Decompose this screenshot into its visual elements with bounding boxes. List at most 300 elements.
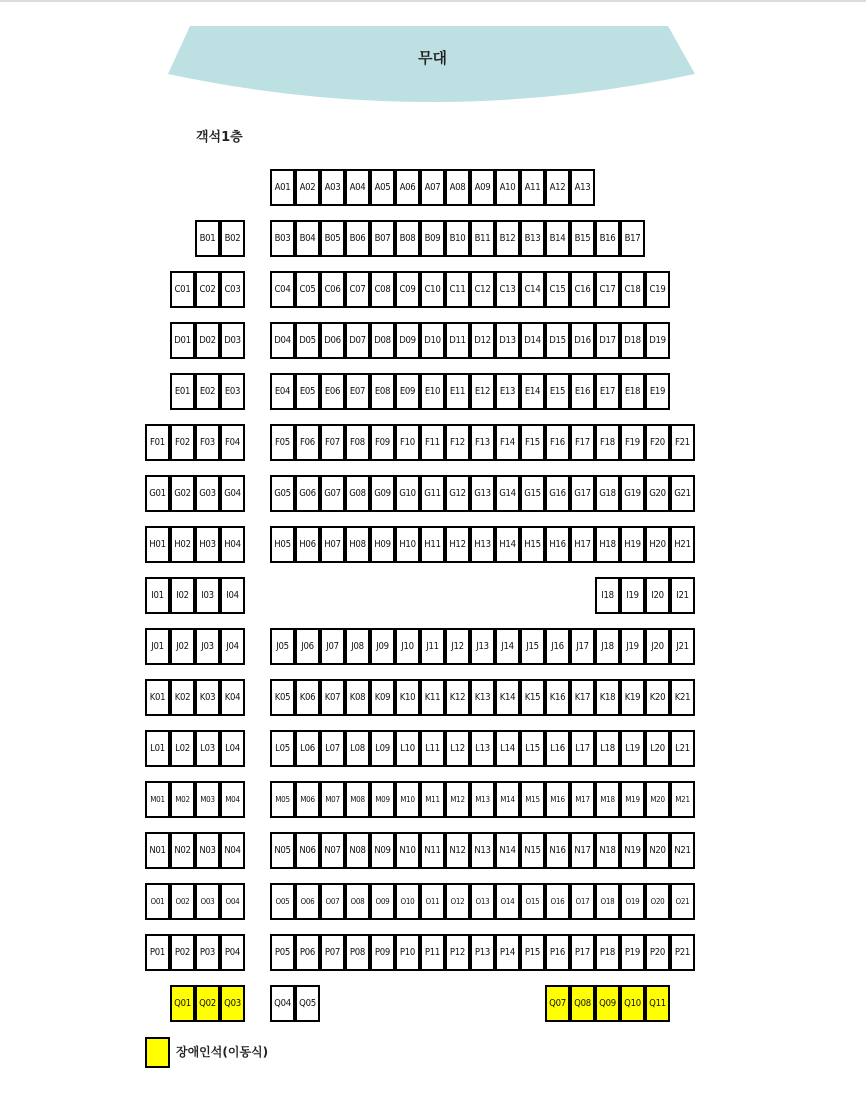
- seat-k21[interactable]: K21: [670, 679, 695, 716]
- seat-l13[interactable]: L13: [470, 730, 495, 767]
- seat-o17[interactable]: O17: [570, 883, 595, 920]
- seat-o04[interactable]: O04: [220, 883, 245, 920]
- seat-j21[interactable]: J21: [670, 628, 695, 665]
- seat-o12[interactable]: O12: [445, 883, 470, 920]
- seat-i20[interactable]: I20: [645, 577, 670, 614]
- seat-h05[interactable]: H05: [270, 526, 295, 563]
- seat-m17[interactable]: M17: [570, 781, 595, 818]
- seat-k16[interactable]: K16: [545, 679, 570, 716]
- seat-a09[interactable]: A09: [470, 169, 495, 206]
- seat-n15[interactable]: N15: [520, 832, 545, 869]
- seat-n04[interactable]: N04: [220, 832, 245, 869]
- seat-b09[interactable]: B09: [420, 220, 445, 257]
- seat-q09[interactable]: Q09: [595, 985, 620, 1022]
- seat-p16[interactable]: P16: [545, 934, 570, 971]
- seat-c12[interactable]: C12: [470, 271, 495, 308]
- seat-f02[interactable]: F02: [170, 424, 195, 461]
- seat-p15[interactable]: P15: [520, 934, 545, 971]
- seat-k08[interactable]: K08: [345, 679, 370, 716]
- seat-e15[interactable]: E15: [545, 373, 570, 410]
- seat-q03[interactable]: Q03: [220, 985, 245, 1022]
- seat-h13[interactable]: H13: [470, 526, 495, 563]
- seat-a03[interactable]: A03: [320, 169, 345, 206]
- seat-k14[interactable]: K14: [495, 679, 520, 716]
- seat-h06[interactable]: H06: [295, 526, 320, 563]
- seat-m14[interactable]: M14: [495, 781, 520, 818]
- seat-m01[interactable]: M01: [145, 781, 170, 818]
- seat-q04[interactable]: Q04: [270, 985, 295, 1022]
- seat-j02[interactable]: J02: [170, 628, 195, 665]
- seat-c03[interactable]: C03: [220, 271, 245, 308]
- seat-n11[interactable]: N11: [420, 832, 445, 869]
- seat-l03[interactable]: L03: [195, 730, 220, 767]
- seat-d03[interactable]: D03: [220, 322, 245, 359]
- seat-j04[interactable]: J04: [220, 628, 245, 665]
- seat-d13[interactable]: D13: [495, 322, 520, 359]
- seat-n16[interactable]: N16: [545, 832, 570, 869]
- seat-c17[interactable]: C17: [595, 271, 620, 308]
- seat-m10[interactable]: M10: [395, 781, 420, 818]
- seat-b15[interactable]: B15: [570, 220, 595, 257]
- seat-a04[interactable]: A04: [345, 169, 370, 206]
- seat-g14[interactable]: G14: [495, 475, 520, 512]
- seat-j03[interactable]: J03: [195, 628, 220, 665]
- seat-c18[interactable]: C18: [620, 271, 645, 308]
- seat-m15[interactable]: M15: [520, 781, 545, 818]
- seat-c06[interactable]: C06: [320, 271, 345, 308]
- seat-h02[interactable]: H02: [170, 526, 195, 563]
- seat-m11[interactable]: M11: [420, 781, 445, 818]
- seat-j06[interactable]: J06: [295, 628, 320, 665]
- seat-h07[interactable]: H07: [320, 526, 345, 563]
- seat-j20[interactable]: J20: [645, 628, 670, 665]
- seat-h04[interactable]: H04: [220, 526, 245, 563]
- seat-h03[interactable]: H03: [195, 526, 220, 563]
- seat-a02[interactable]: A02: [295, 169, 320, 206]
- seat-g11[interactable]: G11: [420, 475, 445, 512]
- seat-m12[interactable]: M12: [445, 781, 470, 818]
- seat-a10[interactable]: A10: [495, 169, 520, 206]
- seat-e04[interactable]: E04: [270, 373, 295, 410]
- seat-l04[interactable]: L04: [220, 730, 245, 767]
- seat-q07[interactable]: Q07: [545, 985, 570, 1022]
- seat-l01[interactable]: L01: [145, 730, 170, 767]
- seat-d06[interactable]: D06: [320, 322, 345, 359]
- seat-e16[interactable]: E16: [570, 373, 595, 410]
- seat-c11[interactable]: C11: [445, 271, 470, 308]
- seat-c08[interactable]: C08: [370, 271, 395, 308]
- seat-h11[interactable]: H11: [420, 526, 445, 563]
- seat-l08[interactable]: L08: [345, 730, 370, 767]
- seat-c04[interactable]: C04: [270, 271, 295, 308]
- seat-c10[interactable]: C10: [420, 271, 445, 308]
- seat-p21[interactable]: P21: [670, 934, 695, 971]
- seat-b07[interactable]: B07: [370, 220, 395, 257]
- seat-o18[interactable]: O18: [595, 883, 620, 920]
- seat-o13[interactable]: O13: [470, 883, 495, 920]
- seat-o07[interactable]: O07: [320, 883, 345, 920]
- seat-g02[interactable]: G02: [170, 475, 195, 512]
- seat-k04[interactable]: K04: [220, 679, 245, 716]
- seat-f01[interactable]: F01: [145, 424, 170, 461]
- seat-h21[interactable]: H21: [670, 526, 695, 563]
- seat-m13[interactable]: M13: [470, 781, 495, 818]
- seat-n07[interactable]: N07: [320, 832, 345, 869]
- seat-b12[interactable]: B12: [495, 220, 520, 257]
- seat-m06[interactable]: M06: [295, 781, 320, 818]
- seat-b01[interactable]: B01: [195, 220, 220, 257]
- seat-d17[interactable]: D17: [595, 322, 620, 359]
- seat-q05[interactable]: Q05: [295, 985, 320, 1022]
- seat-e12[interactable]: E12: [470, 373, 495, 410]
- seat-a06[interactable]: A06: [395, 169, 420, 206]
- seat-l14[interactable]: L14: [495, 730, 520, 767]
- seat-d12[interactable]: D12: [470, 322, 495, 359]
- seat-j05[interactable]: J05: [270, 628, 295, 665]
- seat-l02[interactable]: L02: [170, 730, 195, 767]
- seat-h01[interactable]: H01: [145, 526, 170, 563]
- seat-m19[interactable]: M19: [620, 781, 645, 818]
- seat-n10[interactable]: N10: [395, 832, 420, 869]
- seat-h18[interactable]: H18: [595, 526, 620, 563]
- seat-f10[interactable]: F10: [395, 424, 420, 461]
- seat-j01[interactable]: J01: [145, 628, 170, 665]
- seat-e18[interactable]: E18: [620, 373, 645, 410]
- seat-g12[interactable]: G12: [445, 475, 470, 512]
- seat-f17[interactable]: F17: [570, 424, 595, 461]
- seat-k06[interactable]: K06: [295, 679, 320, 716]
- seat-b14[interactable]: B14: [545, 220, 570, 257]
- seat-j15[interactable]: J15: [520, 628, 545, 665]
- seat-p11[interactable]: P11: [420, 934, 445, 971]
- seat-k07[interactable]: K07: [320, 679, 345, 716]
- seat-i03[interactable]: I03: [195, 577, 220, 614]
- seat-l20[interactable]: L20: [645, 730, 670, 767]
- seat-j19[interactable]: J19: [620, 628, 645, 665]
- seat-f08[interactable]: F08: [345, 424, 370, 461]
- seat-b13[interactable]: B13: [520, 220, 545, 257]
- seat-p05[interactable]: P05: [270, 934, 295, 971]
- seat-g01[interactable]: G01: [145, 475, 170, 512]
- seat-n12[interactable]: N12: [445, 832, 470, 869]
- seat-f21[interactable]: F21: [670, 424, 695, 461]
- seat-a08[interactable]: A08: [445, 169, 470, 206]
- seat-n13[interactable]: N13: [470, 832, 495, 869]
- seat-d01[interactable]: D01: [170, 322, 195, 359]
- seat-i18[interactable]: I18: [595, 577, 620, 614]
- seat-f05[interactable]: F05: [270, 424, 295, 461]
- seat-g09[interactable]: G09: [370, 475, 395, 512]
- seat-a01[interactable]: A01: [270, 169, 295, 206]
- seat-o21[interactable]: O21: [670, 883, 695, 920]
- seat-o06[interactable]: O06: [295, 883, 320, 920]
- seat-g04[interactable]: G04: [220, 475, 245, 512]
- seat-f04[interactable]: F04: [220, 424, 245, 461]
- seat-f07[interactable]: F07: [320, 424, 345, 461]
- seat-n19[interactable]: N19: [620, 832, 645, 869]
- seat-p12[interactable]: P12: [445, 934, 470, 971]
- seat-k05[interactable]: K05: [270, 679, 295, 716]
- seat-m08[interactable]: M08: [345, 781, 370, 818]
- seat-o20[interactable]: O20: [645, 883, 670, 920]
- seat-h12[interactable]: H12: [445, 526, 470, 563]
- seat-p09[interactable]: P09: [370, 934, 395, 971]
- seat-c09[interactable]: C09: [395, 271, 420, 308]
- seat-n06[interactable]: N06: [295, 832, 320, 869]
- seat-n05[interactable]: N05: [270, 832, 295, 869]
- seat-o01[interactable]: O01: [145, 883, 170, 920]
- seat-b16[interactable]: B16: [595, 220, 620, 257]
- seat-e03[interactable]: E03: [220, 373, 245, 410]
- seat-m05[interactable]: M05: [270, 781, 295, 818]
- seat-i04[interactable]: I04: [220, 577, 245, 614]
- seat-g19[interactable]: G19: [620, 475, 645, 512]
- seat-b08[interactable]: B08: [395, 220, 420, 257]
- seat-e14[interactable]: E14: [520, 373, 545, 410]
- seat-m21[interactable]: M21: [670, 781, 695, 818]
- seat-j17[interactable]: J17: [570, 628, 595, 665]
- seat-l12[interactable]: L12: [445, 730, 470, 767]
- seat-g06[interactable]: G06: [295, 475, 320, 512]
- seat-j10[interactable]: J10: [395, 628, 420, 665]
- seat-m07[interactable]: M07: [320, 781, 345, 818]
- seat-h16[interactable]: H16: [545, 526, 570, 563]
- seat-h10[interactable]: H10: [395, 526, 420, 563]
- seat-j18[interactable]: J18: [595, 628, 620, 665]
- seat-e11[interactable]: E11: [445, 373, 470, 410]
- seat-b02[interactable]: B02: [220, 220, 245, 257]
- seat-n03[interactable]: N03: [195, 832, 220, 869]
- seat-a05[interactable]: A05: [370, 169, 395, 206]
- seat-m18[interactable]: M18: [595, 781, 620, 818]
- seat-d18[interactable]: D18: [620, 322, 645, 359]
- seat-p13[interactable]: P13: [470, 934, 495, 971]
- seat-e05[interactable]: E05: [295, 373, 320, 410]
- seat-n14[interactable]: N14: [495, 832, 520, 869]
- seat-m16[interactable]: M16: [545, 781, 570, 818]
- seat-b11[interactable]: B11: [470, 220, 495, 257]
- seat-p07[interactable]: P07: [320, 934, 345, 971]
- seat-g21[interactable]: G21: [670, 475, 695, 512]
- seat-f19[interactable]: F19: [620, 424, 645, 461]
- seat-a11[interactable]: A11: [520, 169, 545, 206]
- seat-d08[interactable]: D08: [370, 322, 395, 359]
- seat-p14[interactable]: P14: [495, 934, 520, 971]
- seat-e06[interactable]: E06: [320, 373, 345, 410]
- seat-q01[interactable]: Q01: [170, 985, 195, 1022]
- seat-c02[interactable]: C02: [195, 271, 220, 308]
- seat-g03[interactable]: G03: [195, 475, 220, 512]
- seat-o15[interactable]: O15: [520, 883, 545, 920]
- seat-o16[interactable]: O16: [545, 883, 570, 920]
- seat-j08[interactable]: J08: [345, 628, 370, 665]
- seat-p04[interactable]: P04: [220, 934, 245, 971]
- seat-l09[interactable]: L09: [370, 730, 395, 767]
- seat-q11[interactable]: Q11: [645, 985, 670, 1022]
- seat-l10[interactable]: L10: [395, 730, 420, 767]
- seat-e09[interactable]: E09: [395, 373, 420, 410]
- seat-o14[interactable]: O14: [495, 883, 520, 920]
- seat-f14[interactable]: F14: [495, 424, 520, 461]
- seat-d02[interactable]: D02: [195, 322, 220, 359]
- seat-l19[interactable]: L19: [620, 730, 645, 767]
- seat-d07[interactable]: D07: [345, 322, 370, 359]
- seat-h15[interactable]: H15: [520, 526, 545, 563]
- seat-k12[interactable]: K12: [445, 679, 470, 716]
- seat-g05[interactable]: G05: [270, 475, 295, 512]
- seat-q10[interactable]: Q10: [620, 985, 645, 1022]
- seat-k13[interactable]: K13: [470, 679, 495, 716]
- seat-k01[interactable]: K01: [145, 679, 170, 716]
- seat-c16[interactable]: C16: [570, 271, 595, 308]
- seat-d10[interactable]: D10: [420, 322, 445, 359]
- seat-f03[interactable]: F03: [195, 424, 220, 461]
- seat-f18[interactable]: F18: [595, 424, 620, 461]
- seat-o08[interactable]: O08: [345, 883, 370, 920]
- seat-j14[interactable]: J14: [495, 628, 520, 665]
- seat-p19[interactable]: P19: [620, 934, 645, 971]
- seat-d09[interactable]: D09: [395, 322, 420, 359]
- seat-p20[interactable]: P20: [645, 934, 670, 971]
- seat-e01[interactable]: E01: [170, 373, 195, 410]
- seat-g10[interactable]: G10: [395, 475, 420, 512]
- seat-k02[interactable]: K02: [170, 679, 195, 716]
- seat-n02[interactable]: N02: [170, 832, 195, 869]
- seat-f12[interactable]: F12: [445, 424, 470, 461]
- seat-d14[interactable]: D14: [520, 322, 545, 359]
- seat-o19[interactable]: O19: [620, 883, 645, 920]
- seat-g18[interactable]: G18: [595, 475, 620, 512]
- seat-m03[interactable]: M03: [195, 781, 220, 818]
- seat-g13[interactable]: G13: [470, 475, 495, 512]
- seat-c05[interactable]: C05: [295, 271, 320, 308]
- seat-f09[interactable]: F09: [370, 424, 395, 461]
- seat-b06[interactable]: B06: [345, 220, 370, 257]
- seat-b05[interactable]: B05: [320, 220, 345, 257]
- seat-a12[interactable]: A12: [545, 169, 570, 206]
- seat-m09[interactable]: M09: [370, 781, 395, 818]
- seat-g16[interactable]: G16: [545, 475, 570, 512]
- seat-l05[interactable]: L05: [270, 730, 295, 767]
- seat-c07[interactable]: C07: [345, 271, 370, 308]
- seat-b03[interactable]: B03: [270, 220, 295, 257]
- seat-k20[interactable]: K20: [645, 679, 670, 716]
- seat-b17[interactable]: B17: [620, 220, 645, 257]
- seat-o09[interactable]: O09: [370, 883, 395, 920]
- seat-p08[interactable]: P08: [345, 934, 370, 971]
- seat-o11[interactable]: O11: [420, 883, 445, 920]
- seat-f15[interactable]: F15: [520, 424, 545, 461]
- seat-k19[interactable]: K19: [620, 679, 645, 716]
- seat-m20[interactable]: M20: [645, 781, 670, 818]
- seat-g17[interactable]: G17: [570, 475, 595, 512]
- seat-i21[interactable]: I21: [670, 577, 695, 614]
- seat-l06[interactable]: L06: [295, 730, 320, 767]
- seat-e10[interactable]: E10: [420, 373, 445, 410]
- seat-p03[interactable]: P03: [195, 934, 220, 971]
- seat-g07[interactable]: G07: [320, 475, 345, 512]
- seat-c14[interactable]: C14: [520, 271, 545, 308]
- seat-n18[interactable]: N18: [595, 832, 620, 869]
- seat-l15[interactable]: L15: [520, 730, 545, 767]
- seat-f20[interactable]: F20: [645, 424, 670, 461]
- seat-k15[interactable]: K15: [520, 679, 545, 716]
- seat-k11[interactable]: K11: [420, 679, 445, 716]
- seat-k17[interactable]: K17: [570, 679, 595, 716]
- seat-n21[interactable]: N21: [670, 832, 695, 869]
- seat-c15[interactable]: C15: [545, 271, 570, 308]
- seat-e02[interactable]: E02: [195, 373, 220, 410]
- seat-h09[interactable]: H09: [370, 526, 395, 563]
- seat-p18[interactable]: P18: [595, 934, 620, 971]
- seat-m04[interactable]: M04: [220, 781, 245, 818]
- seat-k09[interactable]: K09: [370, 679, 395, 716]
- seat-o02[interactable]: O02: [170, 883, 195, 920]
- seat-k10[interactable]: K10: [395, 679, 420, 716]
- seat-p02[interactable]: P02: [170, 934, 195, 971]
- seat-j13[interactable]: J13: [470, 628, 495, 665]
- seat-d11[interactable]: D11: [445, 322, 470, 359]
- seat-o03[interactable]: O03: [195, 883, 220, 920]
- seat-c01[interactable]: C01: [170, 271, 195, 308]
- seat-o05[interactable]: O05: [270, 883, 295, 920]
- seat-a07[interactable]: A07: [420, 169, 445, 206]
- seat-j12[interactable]: J12: [445, 628, 470, 665]
- seat-c13[interactable]: C13: [495, 271, 520, 308]
- seat-b10[interactable]: B10: [445, 220, 470, 257]
- seat-h17[interactable]: H17: [570, 526, 595, 563]
- seat-d19[interactable]: D19: [645, 322, 670, 359]
- seat-l18[interactable]: L18: [595, 730, 620, 767]
- seat-h14[interactable]: H14: [495, 526, 520, 563]
- seat-f06[interactable]: F06: [295, 424, 320, 461]
- seat-j16[interactable]: J16: [545, 628, 570, 665]
- seat-l21[interactable]: L21: [670, 730, 695, 767]
- seat-d15[interactable]: D15: [545, 322, 570, 359]
- seat-q08[interactable]: Q08: [570, 985, 595, 1022]
- seat-k18[interactable]: K18: [595, 679, 620, 716]
- seat-f16[interactable]: F16: [545, 424, 570, 461]
- seat-g20[interactable]: G20: [645, 475, 670, 512]
- seat-p06[interactable]: P06: [295, 934, 320, 971]
- seat-j11[interactable]: J11: [420, 628, 445, 665]
- seat-p01[interactable]: P01: [145, 934, 170, 971]
- seat-i01[interactable]: I01: [145, 577, 170, 614]
- seat-k03[interactable]: K03: [195, 679, 220, 716]
- seat-m02[interactable]: M02: [170, 781, 195, 818]
- seat-e08[interactable]: E08: [370, 373, 395, 410]
- seat-l17[interactable]: L17: [570, 730, 595, 767]
- seat-q02[interactable]: Q02: [195, 985, 220, 1022]
- seat-o10[interactable]: O10: [395, 883, 420, 920]
- seat-h19[interactable]: H19: [620, 526, 645, 563]
- seat-a13[interactable]: A13: [570, 169, 595, 206]
- seat-i19[interactable]: I19: [620, 577, 645, 614]
- seat-e13[interactable]: E13: [495, 373, 520, 410]
- seat-p10[interactable]: P10: [395, 934, 420, 971]
- seat-f11[interactable]: F11: [420, 424, 445, 461]
- seat-h08[interactable]: H08: [345, 526, 370, 563]
- seat-n20[interactable]: N20: [645, 832, 670, 869]
- seat-n01[interactable]: N01: [145, 832, 170, 869]
- seat-n17[interactable]: N17: [570, 832, 595, 869]
- seat-g15[interactable]: G15: [520, 475, 545, 512]
- seat-p17[interactable]: P17: [570, 934, 595, 971]
- seat-n09[interactable]: N09: [370, 832, 395, 869]
- seat-e17[interactable]: E17: [595, 373, 620, 410]
- seat-d05[interactable]: D05: [295, 322, 320, 359]
- seat-c19[interactable]: C19: [645, 271, 670, 308]
